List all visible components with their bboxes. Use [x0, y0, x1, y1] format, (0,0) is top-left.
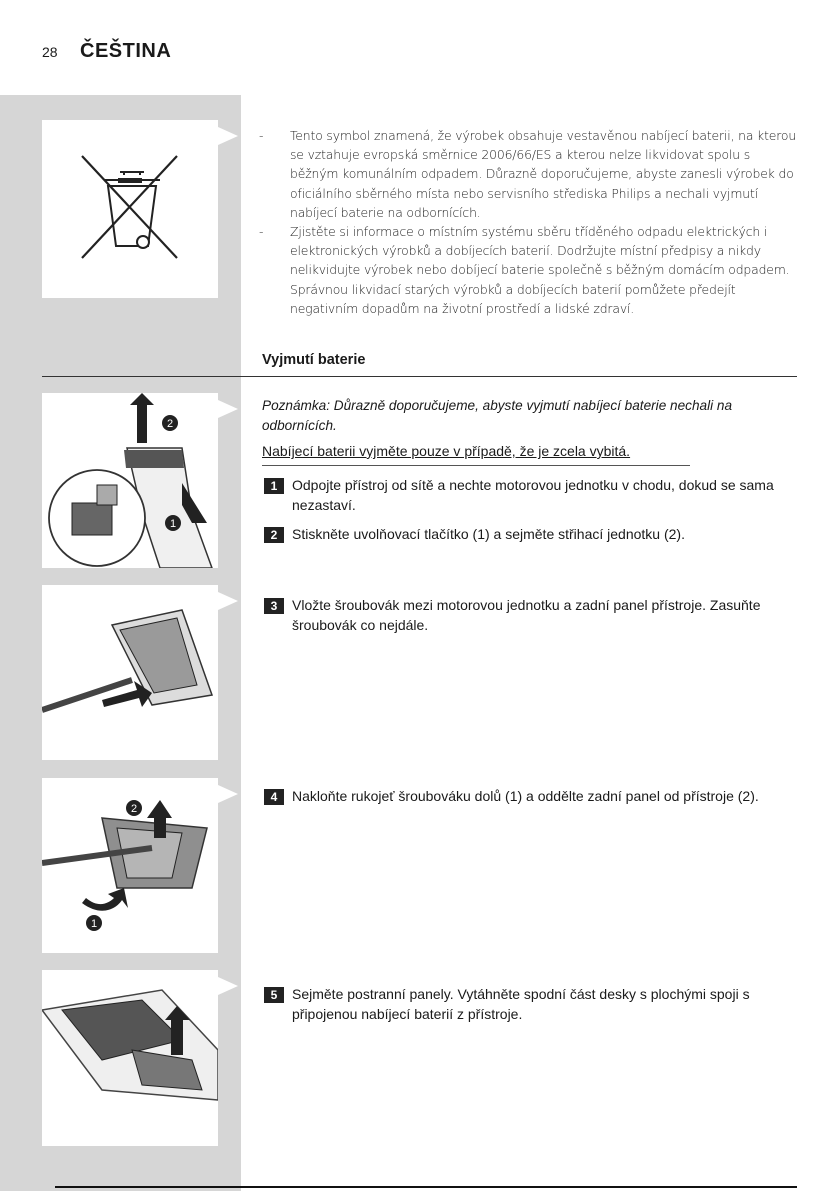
- svg-text:2: 2: [130, 803, 138, 815]
- list-item: - Zjistěte si informace o místním systému sběru tříděného odpadu elektrických i elektronických výrobků a dobíjecích baterií. Dodržujte místní předpisy a nikdy nelikvidujte výrobek nebo dobíjecí baterie společně s běžným domácím odpadem. Správnou likvidací starých výrobků a dobíjecích baterií pomůžete předejít negativním dopadům na životní prostředí a lidské zdraví.: [259, 224, 790, 316]
- panel-pointer: [218, 785, 238, 803]
- note-text: Poznámka: Důrazně doporučujeme, abyste vyjmutí nabíjecí baterie nechali na odbornících.: [262, 398, 732, 433]
- arrow-up-icon: [130, 393, 154, 443]
- crossed-bin-icon: [42, 120, 218, 298]
- panel-pointer: [218, 977, 238, 995]
- warning-text: Nabíjecí baterii vyjměte pouze v případě, že je zcela vybitá.: [262, 443, 631, 459]
- weee-symbol-panel: [42, 120, 218, 298]
- step-2: 2 Stiskněte uvolňovací tlačítko (1) a sejměte střihací jednotku (2).: [262, 525, 802, 545]
- step-4: 4 Nakloňte rukojeť šroubováku dolů (1) a oddělte zadní panel od přístroje (2).: [262, 787, 802, 807]
- step-3-illustration: [42, 585, 218, 760]
- step-5: 5 Sejměte postranní panely. Vytáhněte spodní část desky s plochými spoji s připojenou nabíjecí baterií z přístroje.: [262, 985, 802, 1024]
- section-divider: [42, 376, 797, 377]
- section-title: Vyjmutí baterie: [262, 352, 366, 368]
- svg-text:1: 1: [169, 518, 177, 530]
- svg-text:1: 1: [90, 918, 98, 930]
- arrow-icon: [82, 888, 128, 911]
- step-3: 3 Vložte šroubovák mezi motorovou jednotku a zadní panel přístroje. Zasuňte šroubovák co nejdále.: [262, 596, 802, 635]
- disposal-info: [257, 126, 802, 318]
- step-5-illustration: [42, 970, 218, 1146]
- footer-divider: [55, 1186, 797, 1188]
- list-item: - Tento symbol znamená, že výrobek obsahuje vestavěnou nabíjecí baterii, na kterou se vztahuje evropská směrnice 2006/66/ES a kterou nelze likvidovat spolu s běžným komunálním odpadem. Důrazně doporučujeme, abyste zanesli výrobek do oficiálního sběrného místa nebo servisního střediska Philips a nechali vyjmutí nabíjecí baterie na odbornících.: [259, 128, 797, 220]
- page-number: 28: [42, 44, 58, 60]
- panel-pointer: [218, 400, 238, 418]
- step-2-illustration: [42, 393, 218, 568]
- svg-text:2: 2: [166, 418, 174, 430]
- step-1: 1 Odpojte přístroj od sítě a nechte motorovou jednotku v chodu, dokud se sama nezastaví.: [262, 476, 802, 515]
- step-4-illustration: [42, 778, 218, 953]
- panel-pointer: [218, 127, 238, 145]
- panel-pointer: [218, 592, 238, 610]
- warning-underline: [262, 465, 690, 466]
- page-title: ČEŠTINA: [80, 40, 172, 62]
